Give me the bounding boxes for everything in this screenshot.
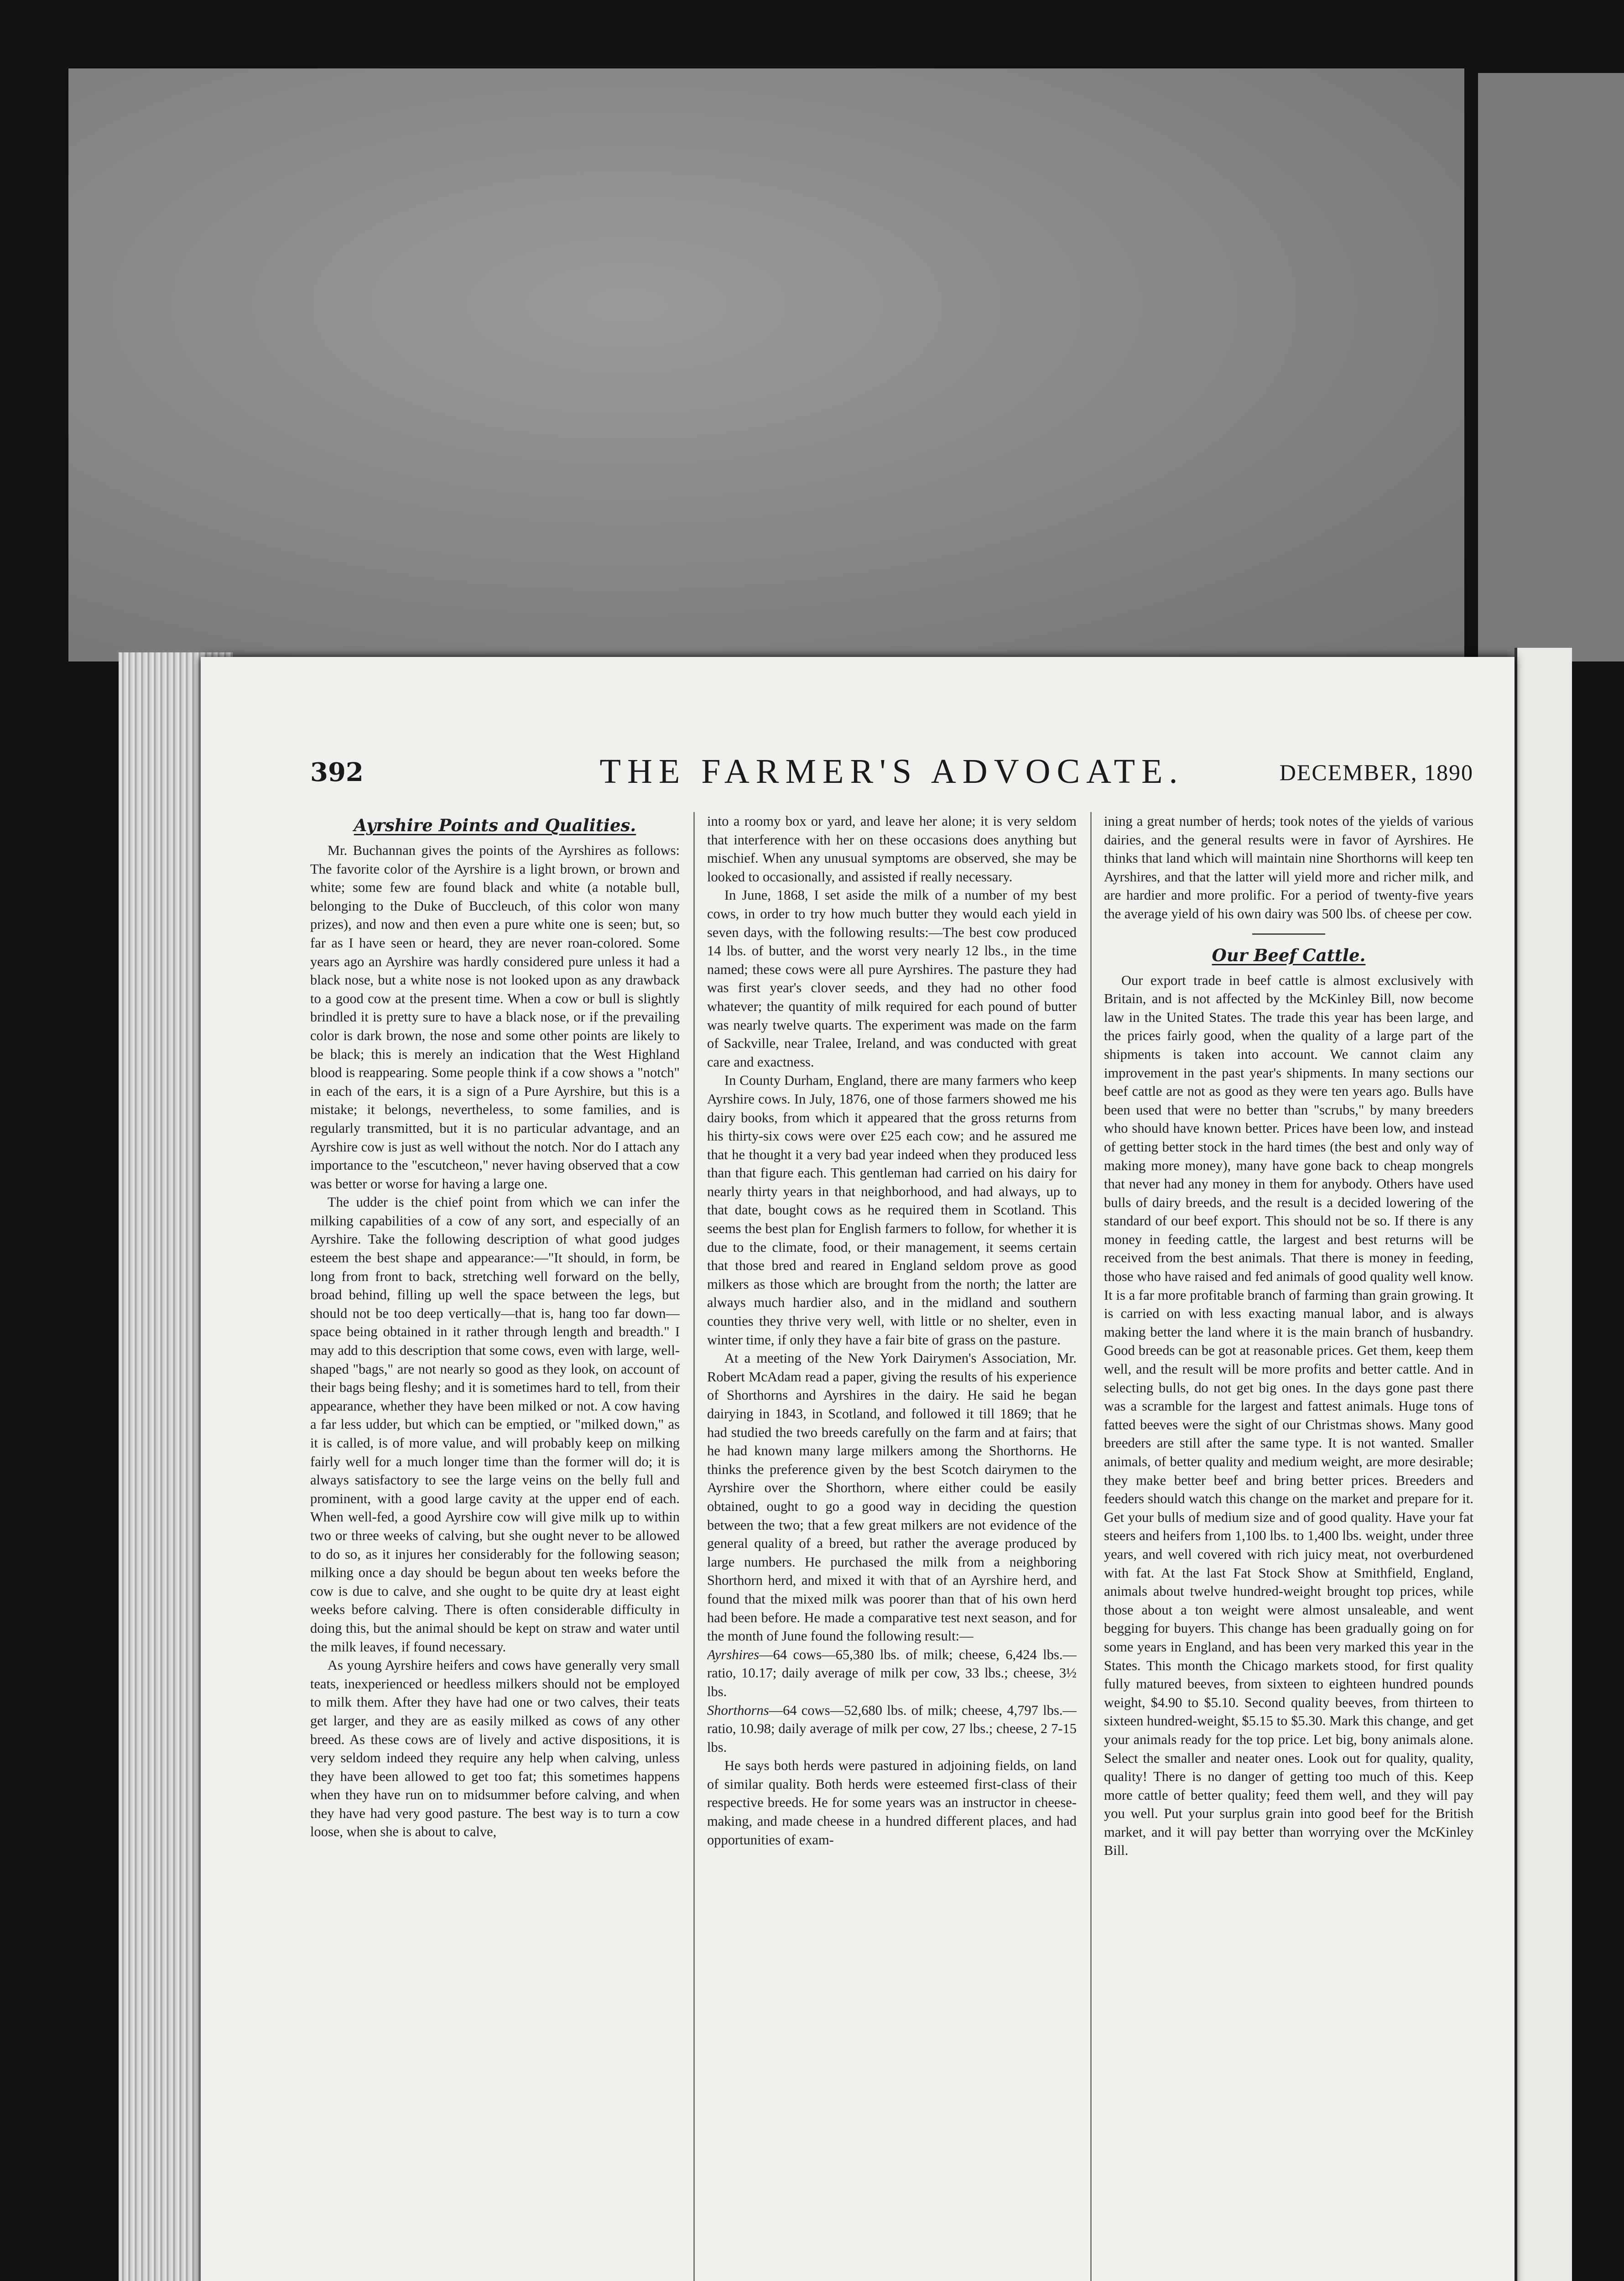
article-paragraph: In June, 1868, I set aside the milk of a number of my best cows, in order to try how much butter they would each yield in seven days, with the following results:—The best cow produced 14 lbs. of butter, and the worst very nearly 12 lbs., in the time named; these cows were all pure Ayrshires. The pasture they had was first year's clover seeds, and they had no other food whatever; the quantity of milk required for each pound of butter was nearly twelve quarts. The experiment was made on the farm of Sackville, near Tralee, Ireland, and was conducted with great care and exactness. bbox=[707, 887, 1077, 1070]
issue-date: DECEMBER, 1890 bbox=[1279, 760, 1473, 785]
article-paragraph: ining a great number of herds; took notes of the yields of various dairies, and the general results were in favor of Ayrshires. He thinks that land which will maintain nine Shorthorns will keep ten Ayrshires, and that the latter will yield more and richer milk, and are hardier and more prolific. For a period of twenty-five years the average yield of his own dairy was 500 lbs. of cheese per cow. bbox=[1104, 813, 1473, 922]
result-line-ayrshires bbox=[707, 1646, 1077, 1701]
column-3 bbox=[1104, 812, 1473, 2281]
article-paragraph: Mr. Buchannan gives the points of the Ayrshires as follows: The favorite color of the Ayrshire is a light brown, or brown and white; some few are found black and white (a notable bull, belonging to the Duke of Buccleuch, of this color won many prizes), and now and then even a pure white one is seen; but, so far as I have seen or heard, they are never roan-colored. Some years ago an Ayrshire was hardly considered pure unless it had a black nose, but a white nose is not looked upon as any drawback to a good cow at the present time. When a cow or bull is slightly brindled it is pretty sure to have a black nose, or if the prevailing color is dark brown, the nose and some other points are likely to be black; this is merely an indication that the West Highland blood is reappearing. Some people think if a cow shows a "notch" in each of the ears, it is a sign of a Pure Ayrshire, but this is a mistake; it belongs, nevertheless, to some families, and is regularly transmitted, but it is no particular advantage, and an Ayrshire cow is just as well without the notch. Nor do I attach any importance to the "escutcheon," never having observed that a cow was better or worse for having a large one. bbox=[310, 843, 680, 1192]
newspaper-page bbox=[201, 657, 1515, 2281]
article-paragraph: into a roomy box or yard, and leave her alone; it is very seldom that interference with her on these occasions does anything but mischief. When any unusual symptoms are observed, she may be looked to occasionally, and assisted if really necessary. bbox=[707, 813, 1077, 885]
microfilm-background-top bbox=[68, 68, 1464, 661]
article-paragraph: At a meeting of the New York Dairymen's Association, Mr. Robert McAdam read a paper, giving the results of his experience of Shorthorns and Ayrshires in the dairy. He said he began dairying in 1843, in Scotland, and followed it till 1869; that he had studied the two breeds carefully on the farm and at fairs; that he had known many large milkers among the Shorthorns. He thinks the preference given by the best Scotch dairymen to the Ayrshire over the Shorthorn, where either could be easily obtained, ought to go a good way in deciding the question between the two; that a few great milkers are not evidence of the general quality of a breed, but rather the average produced by large numbers. He purchased the milk from a neighboring Shorthorn herd, and mixed it with that of an Ayrshire herd, and found that the mixed milk was poorer than that of his own herd had been before. He made a comparative test next season, and for the month of June found the following result:— bbox=[707, 1350, 1077, 1644]
article-title-ayrshire: Ayrshire Points and Qualities. bbox=[354, 815, 636, 835]
column-2 bbox=[707, 812, 1077, 2281]
article-paragraph: Our export trade in beef cattle is almost exclusively with Britain, and is not affected by the McKinley Bill, now become law in the United States. The trade this year has been large, and the prices fairly good, when the quality of a large part of the shipments is taken into account. We cannot claim any improvement in the past year's shipments. In many sections our beef cattle are not as good as they were ten years ago. Bulls have been used that were no better than "scrubs," by many breeders who should have known better. Prices have been low, and instead of getting better stock in the hard times (the best and only way of making more money), many have gone back to cheap mongrels that never had any money in them for anybody. Others have used bulls of dairy breeds, and the result is a decided lowering of the standard of our beef export. This should not be so. If there is any money in feeding cattle, the largest and best returns will be received from the best animals. That there is money in feeding, those who have raised and fed animals of good quality well know. It is a far more profitable branch of farming than grain growing. It is carried on with less exacting manual labor, and is always making better the land where it is the main branch of husbandry. Good breeds can be got at reasonable prices. Get them, keep them well, and the result will be more profits and better cattle. And in selecting bulls, do not get big ones. In the days gone past there was a scramble for the largest and fattest animals. Huge tons of fatted beeves were the sight of our Christmas shows. Many good breeders are still after the same type. It is not wanted. Smaller animals, of better quality and medium weight, are more desirable; they make better beef and bring better prices. Breeders and feeders should watch this change on the market and prepare for it. Get your bulls of medium size and of good quality. Have your fat steers and heifers from 1,100 lbs. to 1,400 lbs. weight, under three years, and well covered with rich juicy meat, not overburdened with fat. At the last Fat Stock Show at Smithfield, England, animals about twelve hundred-weight brought top prices, while those about a ton weight were almost unsaleable, and went begging for buyers. This change has been gradually going on for some years in England, and has been very marked this year in the States. This month the Chicago markets stood, for first quality fully matured beeves, from sixteen to eighteen hundred pounds weight, $4.90 to $5.10. Second quality beeves, from thirteen to sixteen hundred-weight, $5.15 to $5.30. Mark this change, and get your animals ready for the top price. Let big, bony animals alone. Select the smaller and neater ones. Look out for quality, quality, quality! There is no danger of getting too much of this. Keep more cattle of better quality; feed them well, and they will pay you well. Put your surplus grain into good beef for the British market, and it will pay better than worrying over the McKinley Bill. bbox=[1104, 972, 1473, 1859]
column-rule bbox=[693, 812, 695, 2281]
column-rule bbox=[1090, 812, 1092, 2281]
section-divider bbox=[1252, 933, 1325, 935]
page-number: 392 bbox=[310, 757, 364, 787]
result-breed: Shorthorns bbox=[707, 1702, 769, 1718]
paper-title: THE FARMER'S ADVOCATE. bbox=[599, 752, 1184, 791]
microfilm-background-right bbox=[1478, 73, 1624, 661]
masthead bbox=[310, 748, 1473, 798]
result-line-shorthorns bbox=[707, 1701, 1077, 1757]
result-text: —64 cows—65,380 lbs. of milk; cheese, 6,424 lbs.—ratio, 10.17; daily average of milk per cow, 33 lbs.; cheese, 3½ lbs. bbox=[707, 1646, 1077, 1699]
article-title-beef: Our Beef Cattle. bbox=[1212, 945, 1366, 965]
adjacent-page-strip bbox=[1515, 648, 1572, 2281]
article-paragraph: The udder is the chief point from which we can infer the milking capabilities of a cow of any sort, and especially of an Ayrshire. Take the following description of what good judges esteem the best shape and appearance:—"It should, in form, be long from front to back, stretching well forward on the belly, broad behind, filling up well the space between the legs, but should not be too deep vertically—that is, hang too far down—space being obtained in it rather through length and breadth." I may add to this description that some cows, even with large, well-shaped "bags," are not nearly so good as they look, on account of their bags being fleshy; and it is sometimes hard to tell, from their appearance, whether they have been milked or not. A cow having a far less udder, but which can be emptied, or "milked down," as it is called, is of more value, and will probably keep on milking fairly well for a much longer time than the former will do; it is always satisfactory to see the large veins on the belly full and prominent, with a good large cavity at the upper end of each. When well-fed, a good Ayrshire cow will give milk up to within two or three weeks of calving, but she ought never to be allowed to do so, as it injures her considerably for the following season; milking once a day should be begun about ten weeks before the cow is due to calve, and she ought to be quite dry at least eight weeks before calving. There is often considerable difficulty in doing this, but the animal should be kept on straw and water until the milk leaves, if found necessary. bbox=[310, 1194, 680, 1655]
result-text: —64 cows—52,680 lbs. of milk; cheese, 4,797 lbs.—ratio, 10.98; daily average of milk per cow, 27 lbs.; cheese, 2 7-15 lbs. bbox=[707, 1702, 1077, 1755]
result-breed: Ayrshires bbox=[707, 1646, 760, 1662]
article-paragraph: As young Ayrshire heifers and cows have generally very small teats, inexperienced or heedless milkers should not be employed to milk them. After they have had one or two calves, their teats get larger, and they are as easily milked as cows of any other breed. As these cows are of lively and active dispositions, it is very seldom indeed they require any help when calving, unless they have been allowed to get too fat; this sometimes happens when they have run on to midsummer before calving, and when they have had very good pasture. The best way is to turn a cow loose, when she is about to calve, bbox=[310, 1657, 680, 1840]
article-paragraph: He says both herds were pastured in adjoining fields, on land of similar quality. Both herds were esteemed first-class of their respective breeds. He for some years was an instructor in cheese-making, and made cheese in a hundred different places, and had opportunities of exam- bbox=[707, 1758, 1077, 1848]
column-1 bbox=[310, 812, 680, 2281]
article-paragraph: In County Durham, England, there are many farmers who keep Ayrshire cows. In July, 1876, one of those farmers showed me his dairy books, from which it appeared that the gross returns from his thirty-six cows were over £25 each cow; and he assured me that he thought it a very bad year indeed when they produced less than that figure each. This gentleman had carried on his dairy for nearly thirty years in that neighborhood, and had always, up to that date, bought cows as he required them in Scotland. This seems the best plan for English farmers to follow, for whether it is due to the climate, food, or their management, it seems certain that those bred and reared in England seldom prove as good milkers as those which are brought from the north; the latter are always much hardier also, and in the midland and southern counties they thrive very well, with little or no shelter, even in winter time, if only they have a fair bite of grass on the pasture. bbox=[707, 1073, 1077, 1348]
